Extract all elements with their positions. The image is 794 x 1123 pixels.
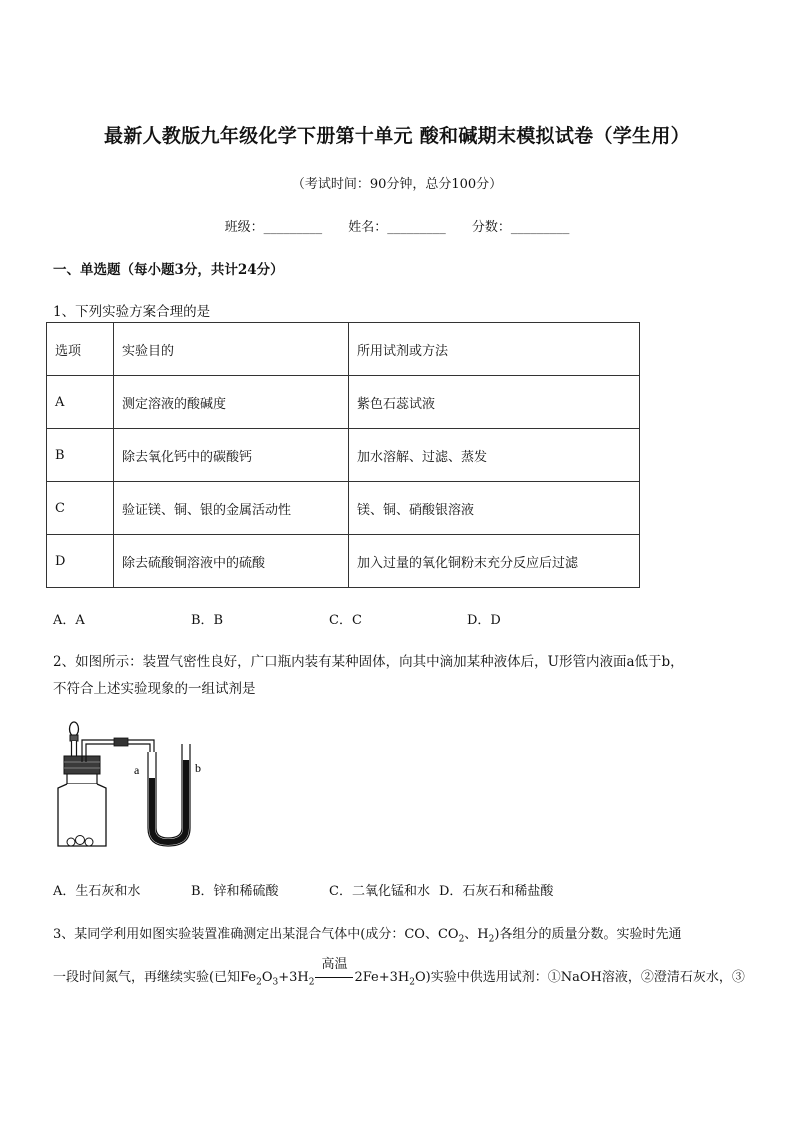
table-cell: D [47, 535, 114, 588]
question-3-line2 [53, 957, 745, 988]
table-header-cell: 实验目的 [114, 323, 349, 376]
q3-text: O [261, 970, 273, 985]
option-a[interactable]: A．A [53, 613, 85, 628]
rubber-connector [114, 738, 128, 746]
table-header-cell: 所用试剂或方法 [349, 323, 640, 376]
table-header-cell: 选项 [47, 323, 114, 376]
question-3-line1 [53, 923, 681, 945]
option-b[interactable]: B．锌和稀硫酸 [191, 884, 279, 899]
dropper-bulb [70, 722, 79, 736]
q3-text: 一段时间氮气，再继续实验(已知Fe [53, 970, 257, 985]
table-cell: 除去硫酸铜溶液中的硫酸 [114, 535, 349, 588]
student-info-row [0, 216, 794, 235]
question-1-table [46, 322, 640, 588]
table-row [47, 482, 640, 535]
q3-text: +3H [278, 970, 309, 985]
table-header-row [47, 323, 640, 376]
q3-text: O)实验中供选用试剂：①NaOH溶液，②澄清石灰水，③ [414, 970, 745, 985]
question-1-stem: 1、下列实验方案合理的是 [53, 304, 211, 320]
table-cell: C [47, 482, 114, 535]
table-cell: 加水溶解、过滤、蒸发 [349, 429, 640, 482]
score-field: 分数：_________ [471, 220, 570, 235]
class-field: 班级：_________ [224, 220, 323, 235]
reaction-condition [314, 957, 354, 985]
question-2-options [53, 880, 653, 898]
table-cell: 加入过量的氧化铜粉末充分反应后过滤 [349, 535, 640, 588]
table-cell: 验证镁、铜、银的金属活动性 [114, 482, 349, 535]
apparatus-figure [50, 718, 220, 850]
label-a: a [134, 763, 140, 777]
name-field: 姓名：_________ [348, 220, 446, 235]
table-row [47, 376, 640, 429]
table-cell: A [47, 376, 114, 429]
section-heading: 一、单选题（每小题3分，共计24分） [53, 262, 284, 278]
option-d[interactable]: D．石灰石和稀盐酸 [439, 884, 554, 899]
question-1-options [53, 609, 653, 627]
page-title: 最新人教版九年级化学下册第十单元 酸和碱期末模拟试卷（学生用） [104, 125, 690, 147]
question-2-stem-line2: 不符合上述实验现象的一组试剂是 [53, 681, 256, 697]
solid-granule [67, 838, 75, 846]
q3-text: 、H [464, 927, 489, 942]
option-a[interactable]: A．生石灰和水 [53, 884, 141, 899]
solid-granule [85, 838, 93, 846]
option-d[interactable]: D．D [467, 613, 501, 628]
condition-text: 高温 [321, 957, 348, 972]
table-cell: 除去氧化钙中的碳酸钙 [114, 429, 349, 482]
subscript: 2 [409, 977, 415, 988]
table-row [47, 535, 640, 588]
table-cell: B [47, 429, 114, 482]
q3-text: 3、某同学利用如图实验装置准确测定出某混合气体中(成分：CO、CO [53, 927, 459, 942]
option-b[interactable]: B．B [191, 613, 224, 628]
subscript: 2 [256, 977, 262, 988]
subscript: 2 [458, 934, 465, 945]
subscript: 2 [488, 934, 495, 945]
subscript: 3 [272, 977, 279, 988]
label-b: b [195, 761, 201, 775]
table-cell: 镁、铜、硝酸银溶液 [349, 482, 640, 535]
exam-duration: （考试时间：90分钟，总分100分） [291, 177, 503, 192]
u-tube-liquid [149, 760, 189, 845]
q3-text: )各组分的质量分数。实验时先通 [494, 927, 682, 942]
subscript: 2 [308, 977, 315, 988]
equals-line [315, 977, 353, 978]
q3-text: 2Fe+3H [354, 970, 410, 985]
table-cell: 紫色石蕊试液 [349, 376, 640, 429]
question-2-stem-line1: 2、如图所示：装置气密性良好，广口瓶内装有某种固体，向其中滴加某种液体后，U形管内液面a低于b， [53, 654, 684, 670]
solid-granule [76, 836, 85, 845]
option-c[interactable]: C．C [329, 613, 362, 628]
table-cell: 测定溶液的酸碱度 [114, 376, 349, 429]
table-row [47, 429, 640, 482]
option-c[interactable]: C．二氧化锰和水 [329, 884, 430, 899]
dropper-collar [70, 735, 78, 741]
